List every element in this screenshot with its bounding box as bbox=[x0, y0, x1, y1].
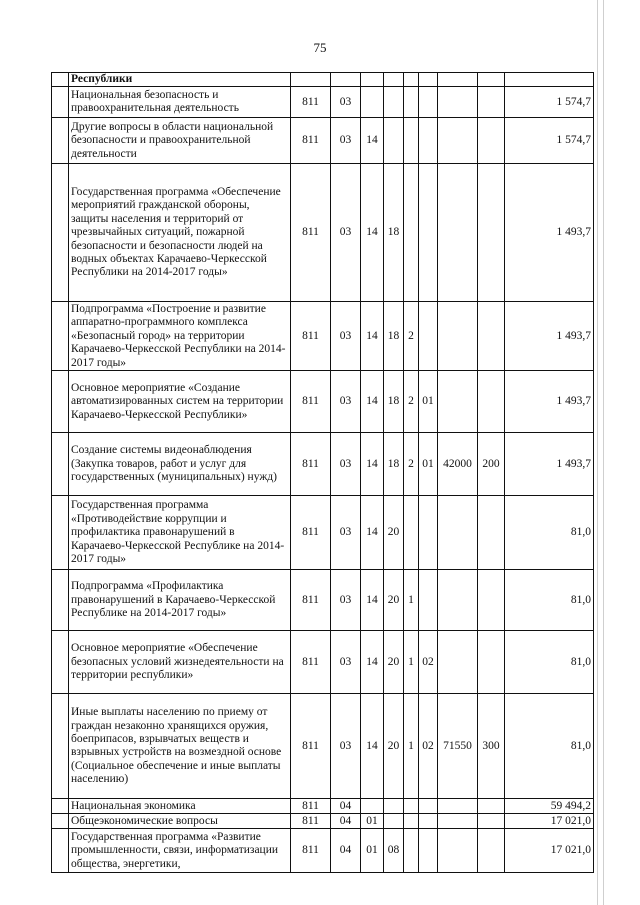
row-number-cell bbox=[52, 570, 69, 631]
amount-cell: 17 021,0 bbox=[505, 814, 594, 829]
item-name-cell: Государственная программа «Развитие промышленности, связи, информатизации общества, энергетики, bbox=[69, 829, 291, 873]
program-code-cell bbox=[384, 814, 404, 829]
ministry-code-cell: 811 bbox=[291, 829, 331, 873]
activity-code-cell bbox=[419, 302, 438, 371]
row-number-cell bbox=[52, 118, 69, 164]
activity-code-cell bbox=[419, 164, 438, 302]
amount-cell: 17 021,0 bbox=[505, 829, 594, 873]
section-code-cell: 03 bbox=[331, 570, 361, 631]
direction-code-cell bbox=[438, 570, 478, 631]
program-code-cell: 20 bbox=[384, 496, 404, 570]
program-code-cell bbox=[384, 87, 404, 118]
subsection-code-cell: 01 bbox=[361, 829, 384, 873]
expense-type-code-cell: 300 bbox=[478, 694, 505, 799]
table-row bbox=[52, 371, 594, 433]
section-code-cell: 03 bbox=[331, 694, 361, 799]
program-code-cell: 20 bbox=[384, 570, 404, 631]
scan-edge-line bbox=[597, 0, 598, 905]
activity-code-cell bbox=[419, 73, 438, 87]
item-name-cell: Создание системы видеонаблюдения (Закупка товаров, работ и услуг для государственных (муниципальных) нужд) bbox=[69, 433, 291, 496]
subprogram-code-cell: 2 bbox=[404, 371, 419, 433]
activity-code-cell: 02 bbox=[419, 631, 438, 694]
ministry-code-cell bbox=[291, 73, 331, 87]
direction-code-cell bbox=[438, 73, 478, 87]
program-code-cell: 08 bbox=[384, 829, 404, 873]
subprogram-code-cell bbox=[404, 118, 419, 164]
subsection-code-cell: 14 bbox=[361, 433, 384, 496]
row-number-cell bbox=[52, 799, 69, 814]
row-number-cell bbox=[52, 496, 69, 570]
direction-code-cell: 42000 bbox=[438, 433, 478, 496]
table-row bbox=[52, 799, 594, 814]
section-code-cell bbox=[331, 73, 361, 87]
ministry-code-cell: 811 bbox=[291, 118, 331, 164]
subprogram-code-cell bbox=[404, 799, 419, 814]
activity-code-cell: 01 bbox=[419, 371, 438, 433]
section-code-cell: 04 bbox=[331, 814, 361, 829]
expense-type-code-cell bbox=[478, 371, 505, 433]
expense-type-code-cell bbox=[478, 814, 505, 829]
ministry-code-cell: 811 bbox=[291, 371, 331, 433]
expense-type-code-cell bbox=[478, 799, 505, 814]
amount-cell: 1 493,7 bbox=[505, 371, 594, 433]
direction-code-cell bbox=[438, 496, 478, 570]
subsection-code-cell: 14 bbox=[361, 496, 384, 570]
subsection-code-cell bbox=[361, 73, 384, 87]
direction-code-cell bbox=[438, 799, 478, 814]
table-row bbox=[52, 496, 594, 570]
ministry-code-cell: 811 bbox=[291, 87, 331, 118]
direction-code-cell bbox=[438, 814, 478, 829]
section-code-cell: 04 bbox=[331, 829, 361, 873]
subprogram-code-cell bbox=[404, 496, 419, 570]
activity-code-cell bbox=[419, 496, 438, 570]
subsection-code-cell: 14 bbox=[361, 694, 384, 799]
section-code-cell: 03 bbox=[331, 118, 361, 164]
item-name-cell: Республики bbox=[69, 73, 291, 87]
section-code-cell: 04 bbox=[331, 799, 361, 814]
ministry-code-cell: 811 bbox=[291, 694, 331, 799]
item-name-cell: Подпрограмма «Профилактика правонарушений в Карачаево-Черкесской Республике на 2014-2017 годы» bbox=[69, 570, 291, 631]
program-code-cell bbox=[384, 799, 404, 814]
table-row bbox=[52, 118, 594, 164]
table-row bbox=[52, 73, 594, 87]
expense-type-code-cell bbox=[478, 631, 505, 694]
row-number-cell bbox=[52, 631, 69, 694]
program-code-cell: 18 bbox=[384, 433, 404, 496]
expense-type-code-cell bbox=[478, 73, 505, 87]
item-name-cell: Национальная безопасность и правоохранительная деятельность bbox=[69, 87, 291, 118]
activity-code-cell bbox=[419, 570, 438, 631]
subprogram-code-cell: 1 bbox=[404, 631, 419, 694]
activity-code-cell bbox=[419, 799, 438, 814]
item-name-cell: Национальная экономика bbox=[69, 799, 291, 814]
subprogram-code-cell bbox=[404, 829, 419, 873]
subprogram-code-cell bbox=[404, 814, 419, 829]
program-code-cell bbox=[384, 73, 404, 87]
expense-type-code-cell bbox=[478, 118, 505, 164]
table-row bbox=[52, 164, 594, 302]
item-name-cell: Основное мероприятие «Обеспечение безопасных условий жизнедеятельности на территории республики» bbox=[69, 631, 291, 694]
subsection-code-cell: 14 bbox=[361, 118, 384, 164]
row-number-cell bbox=[52, 87, 69, 118]
subsection-code-cell: 14 bbox=[361, 371, 384, 433]
section-code-cell: 03 bbox=[331, 631, 361, 694]
row-number-cell bbox=[52, 814, 69, 829]
table-row bbox=[52, 570, 594, 631]
expense-type-code-cell: 200 bbox=[478, 433, 505, 496]
item-name-cell: Иные выплаты населению по приему от граждан незаконно хранящихся оружия, боеприпасов, взрывчатых веществ и взрывных устройств на возмездной основе (Социальное обеспечение и иные выплаты населению) bbox=[69, 694, 291, 799]
ministry-code-cell: 811 bbox=[291, 814, 331, 829]
direction-code-cell bbox=[438, 87, 478, 118]
section-code-cell: 03 bbox=[331, 164, 361, 302]
expense-type-code-cell bbox=[478, 570, 505, 631]
table-row bbox=[52, 433, 594, 496]
row-number-cell bbox=[52, 73, 69, 87]
direction-code-cell bbox=[438, 118, 478, 164]
table-row bbox=[52, 87, 594, 118]
amount-cell: 81,0 bbox=[505, 570, 594, 631]
ministry-code-cell: 811 bbox=[291, 570, 331, 631]
subprogram-code-cell: 2 bbox=[404, 433, 419, 496]
direction-code-cell bbox=[438, 371, 478, 433]
row-number-cell bbox=[52, 694, 69, 799]
activity-code-cell bbox=[419, 87, 438, 118]
item-name-cell: Государственная программа «Противодействие коррупции и профилактика правонарушений в Карачаево-Черкесской Республике на 2014-2017 годы» bbox=[69, 496, 291, 570]
subprogram-code-cell bbox=[404, 73, 419, 87]
section-code-cell: 03 bbox=[331, 87, 361, 118]
subprogram-code-cell: 1 bbox=[404, 570, 419, 631]
amount-cell: 1 493,7 bbox=[505, 433, 594, 496]
subprogram-code-cell: 1 bbox=[404, 694, 419, 799]
table-row bbox=[52, 814, 594, 829]
ministry-code-cell: 811 bbox=[291, 302, 331, 371]
ministry-code-cell: 811 bbox=[291, 799, 331, 814]
activity-code-cell bbox=[419, 814, 438, 829]
row-number-cell bbox=[52, 164, 69, 302]
table-row bbox=[52, 829, 594, 873]
direction-code-cell bbox=[438, 164, 478, 302]
page-number: 75 bbox=[313, 40, 327, 55]
amount-cell: 81,0 bbox=[505, 694, 594, 799]
subsection-code-cell: 14 bbox=[361, 631, 384, 694]
ministry-code-cell: 811 bbox=[291, 164, 331, 302]
program-code-cell: 20 bbox=[384, 694, 404, 799]
activity-code-cell: 02 bbox=[419, 694, 438, 799]
direction-code-cell bbox=[438, 829, 478, 873]
budget-table bbox=[51, 72, 594, 873]
direction-code-cell: 71550 bbox=[438, 694, 478, 799]
table-row bbox=[52, 694, 594, 799]
item-name-cell: Общеэкономические вопросы bbox=[69, 814, 291, 829]
ministry-code-cell: 811 bbox=[291, 631, 331, 694]
row-number-cell bbox=[52, 829, 69, 873]
subsection-code-cell: 14 bbox=[361, 302, 384, 371]
amount-cell: 1 493,7 bbox=[505, 164, 594, 302]
scan-edge-line bbox=[603, 0, 604, 905]
section-code-cell: 03 bbox=[331, 433, 361, 496]
expense-type-code-cell bbox=[478, 302, 505, 371]
row-number-cell bbox=[52, 302, 69, 371]
expense-type-code-cell bbox=[478, 829, 505, 873]
subsection-code-cell: 14 bbox=[361, 570, 384, 631]
subprogram-code-cell bbox=[404, 87, 419, 118]
item-name-cell: Основное мероприятие «Создание автоматизированных систем на территории Карачаево-Черкесской Республики» bbox=[69, 371, 291, 433]
item-name-cell: Государственная программа «Обеспечение мероприятий гражданской обороны, защиты населения и территорий от чрезвычайных ситуаций, пожарной безопасности и безопасности людей на водных объектах Карачаево-Черкесской Республики на 2014-2017 годы» bbox=[69, 164, 291, 302]
budget-table-body bbox=[52, 73, 594, 873]
amount-cell: 59 494,2 bbox=[505, 799, 594, 814]
ministry-code-cell: 811 bbox=[291, 433, 331, 496]
amount-cell: 1 493,7 bbox=[505, 302, 594, 371]
activity-code-cell: 01 bbox=[419, 433, 438, 496]
program-code-cell: 18 bbox=[384, 302, 404, 371]
item-name-cell: Другие вопросы в области национальной безопасности и правоохранительной деятельности bbox=[69, 118, 291, 164]
table-row bbox=[52, 302, 594, 371]
row-number-cell bbox=[52, 433, 69, 496]
subsection-code-cell: 14 bbox=[361, 164, 384, 302]
ministry-code-cell: 811 bbox=[291, 496, 331, 570]
program-code-cell bbox=[384, 118, 404, 164]
section-code-cell: 03 bbox=[331, 496, 361, 570]
amount-cell: 1 574,7 bbox=[505, 118, 594, 164]
subprogram-code-cell: 2 bbox=[404, 302, 419, 371]
amount-cell bbox=[505, 73, 594, 87]
amount-cell: 1 574,7 bbox=[505, 87, 594, 118]
row-number-cell bbox=[52, 371, 69, 433]
subsection-code-cell: 01 bbox=[361, 814, 384, 829]
direction-code-cell bbox=[438, 302, 478, 371]
amount-cell: 81,0 bbox=[505, 496, 594, 570]
subprogram-code-cell bbox=[404, 164, 419, 302]
activity-code-cell bbox=[419, 118, 438, 164]
expense-type-code-cell bbox=[478, 496, 505, 570]
section-code-cell: 03 bbox=[331, 371, 361, 433]
item-name-cell: Подпрограмма «Построение и развитие аппаратно-программного комплекса «Безопасный город» на территории Карачаево-Черкесской Республики на 2014-2017 годы» bbox=[69, 302, 291, 371]
subsection-code-cell bbox=[361, 799, 384, 814]
section-code-cell: 03 bbox=[331, 302, 361, 371]
expense-type-code-cell bbox=[478, 87, 505, 118]
program-code-cell: 18 bbox=[384, 164, 404, 302]
program-code-cell: 18 bbox=[384, 371, 404, 433]
amount-cell: 81,0 bbox=[505, 631, 594, 694]
table-row bbox=[52, 631, 594, 694]
direction-code-cell bbox=[438, 631, 478, 694]
program-code-cell: 20 bbox=[384, 631, 404, 694]
subsection-code-cell bbox=[361, 87, 384, 118]
activity-code-cell bbox=[419, 829, 438, 873]
expense-type-code-cell bbox=[478, 164, 505, 302]
